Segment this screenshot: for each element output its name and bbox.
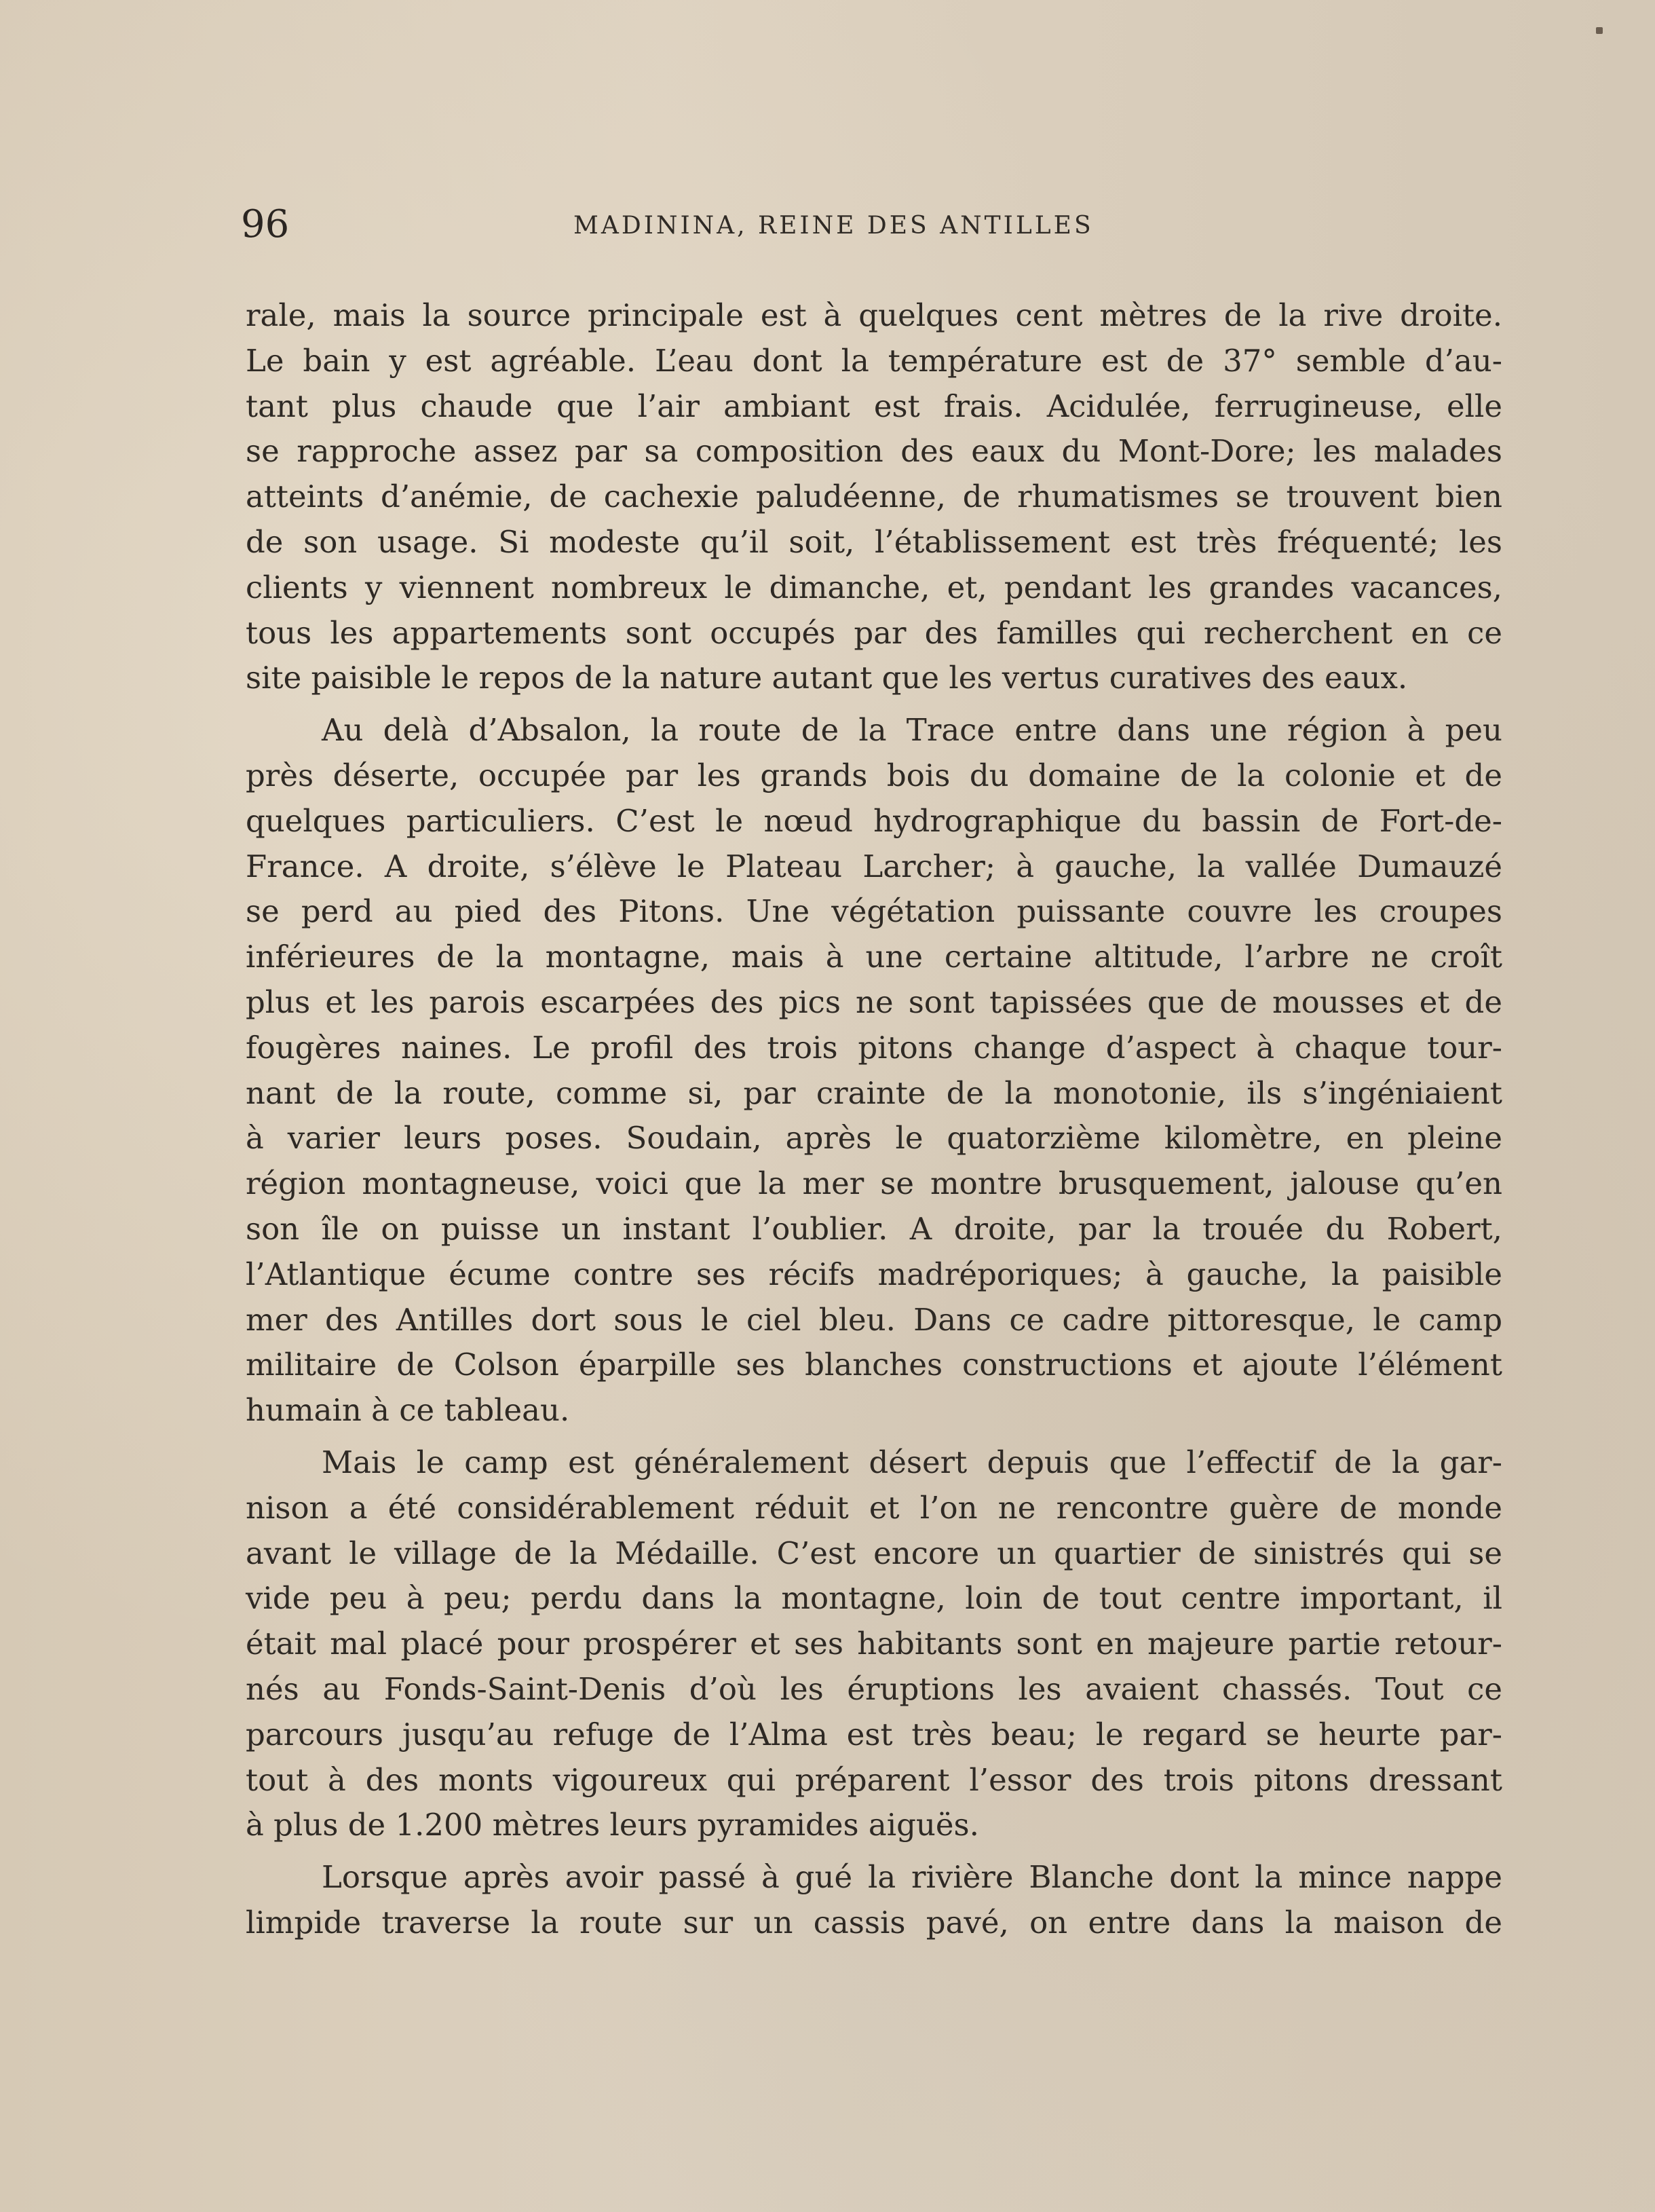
text-line: Le bain y est agréable. L’eau dont la température est de 37° semble d’au- [246,342,1502,379]
text-line: vide peu à peu; perdu dans la montagne, loin de tout centre important, il [246,1580,1502,1617]
text-line: nant de la route, comme si, par crainte de la monotonie, ils s’ingéniaient [246,1074,1502,1111]
page-number: 96 [241,202,290,246]
text-line: région montagneuse, voici que la mer se montre brusquement, jalouse qu’en [246,1165,1502,1202]
text-line: se rapproche assez par sa composition des eaux du Mont-Dore; les malades [246,433,1502,470]
text-line: militaire de Colson éparpille ses blanches constructions et ajoute l’élément [246,1347,1502,1383]
paragraph-gap [246,1433,1502,1440]
text-line: près déserte, occupée par les grands bois du domaine de la colonie et de [246,757,1502,793]
text-line: son île on puisse un instant l’oublier. A droite, par la trouée du Robert, [246,1210,1502,1247]
text-line: à varier leurs poses. Soudain, après le quatorzième kilomètre, en pleine [246,1120,1502,1157]
text-line: se perd au pied des Pitons. Une végétation puissante couvre les croupes [246,893,1502,930]
paragraph [246,1855,1502,1946]
text-line: tous les appartements sont occupés par des familles qui recherchent en ce [246,614,1502,651]
text-line: Lorsque après avoir passé à gué la rivière Blanche dont la mince nappe [322,1859,1502,1896]
text-line: avant le village de la Médaille. C’est encore un quartier de sinistrés qui se [246,1535,1502,1571]
text-line: tout à des monts vigoureux qui préparent l’essor des trois pitons dressant [246,1761,1502,1798]
text-line: fougères naines. Le profil des trois pitons change d’aspect à chaque tour- [246,1029,1502,1066]
paragraph-gap [246,701,1502,708]
paragraph [246,708,1502,1433]
body-text [246,293,1502,1946]
text-line: inférieures de la montagne, mais à une certaine altitude, l’arbre ne croît [246,939,1502,975]
text-line: Mais le camp est généralement désert depuis que l’effectif de la gar- [322,1444,1502,1480]
running-title: MADININA, REINE DES ANTILLES [573,212,1094,240]
text-line: tant plus chaude que l’air ambiant est frais. Acidulée, ferrugineuse, elle [246,388,1502,424]
text-line: mer des Antilles dort sous le ciel bleu. Dans ce cadre pittoresque, le camp [246,1301,1502,1338]
text-line: nison a été considérablement réduit et l’on ne rencontre guère de monde [246,1489,1502,1526]
text-line: était mal placé pour prospérer et ses habitants sont en majeure partie retour- [246,1626,1502,1662]
text-line: quelques particuliers. C’est le nœud hydrographique du bassin de Fort-de- [246,802,1502,839]
text-line: l’Atlantique écume contre ses récifs madréporiques; à gauche, la paisible [246,1256,1502,1292]
text-line: France. A droite, s’élève le Plateau Larcher; à gauche, la vallée Dumauzé [246,848,1502,884]
text-line: de son usage. Si modeste qu’il soit, l’établissement est très fréquenté; les [246,523,1502,560]
text-line: clients y viennent nombreux le dimanche, et, pendant les grandes vacances, [246,569,1502,605]
text-line: plus et les parois escarpées des pics ne sont tapissées que de mousses et de [246,983,1502,1020]
text-line: site paisible le repos de la nature autant que les vertus curatives des eaux. [246,660,1408,696]
text-line: limpide traverse la route sur un cassis pavé, on entre dans la maison de [246,1904,1502,1941]
paragraph [246,293,1502,701]
running-head [241,202,1503,250]
text-line: Au delà d’Absalon, la route de la Trace entre dans une région à peu [322,712,1502,749]
paragraph [246,1440,1502,1848]
text-line: rale, mais la source principale est à quelques cent mètres de la rive droite. [246,297,1502,333]
paragraph-gap [246,1848,1502,1855]
text-line: humain à ce tableau. [246,1392,570,1429]
text-line: atteints d’anémie, de cachexie paludéenne, de rhumatismes se trouvent bien [246,479,1502,515]
text-line: parcours jusqu’au refuge de l’Alma est très beau; le regard se heurte par- [246,1716,1502,1752]
ink-speck [1596,27,1603,34]
text-line: nés au Fonds-Saint-Denis d’où les éruptions les avaient chassés. Tout ce [246,1670,1502,1707]
text-line: à plus de 1.200 mètres leurs pyramides aiguës. [246,1807,979,1843]
